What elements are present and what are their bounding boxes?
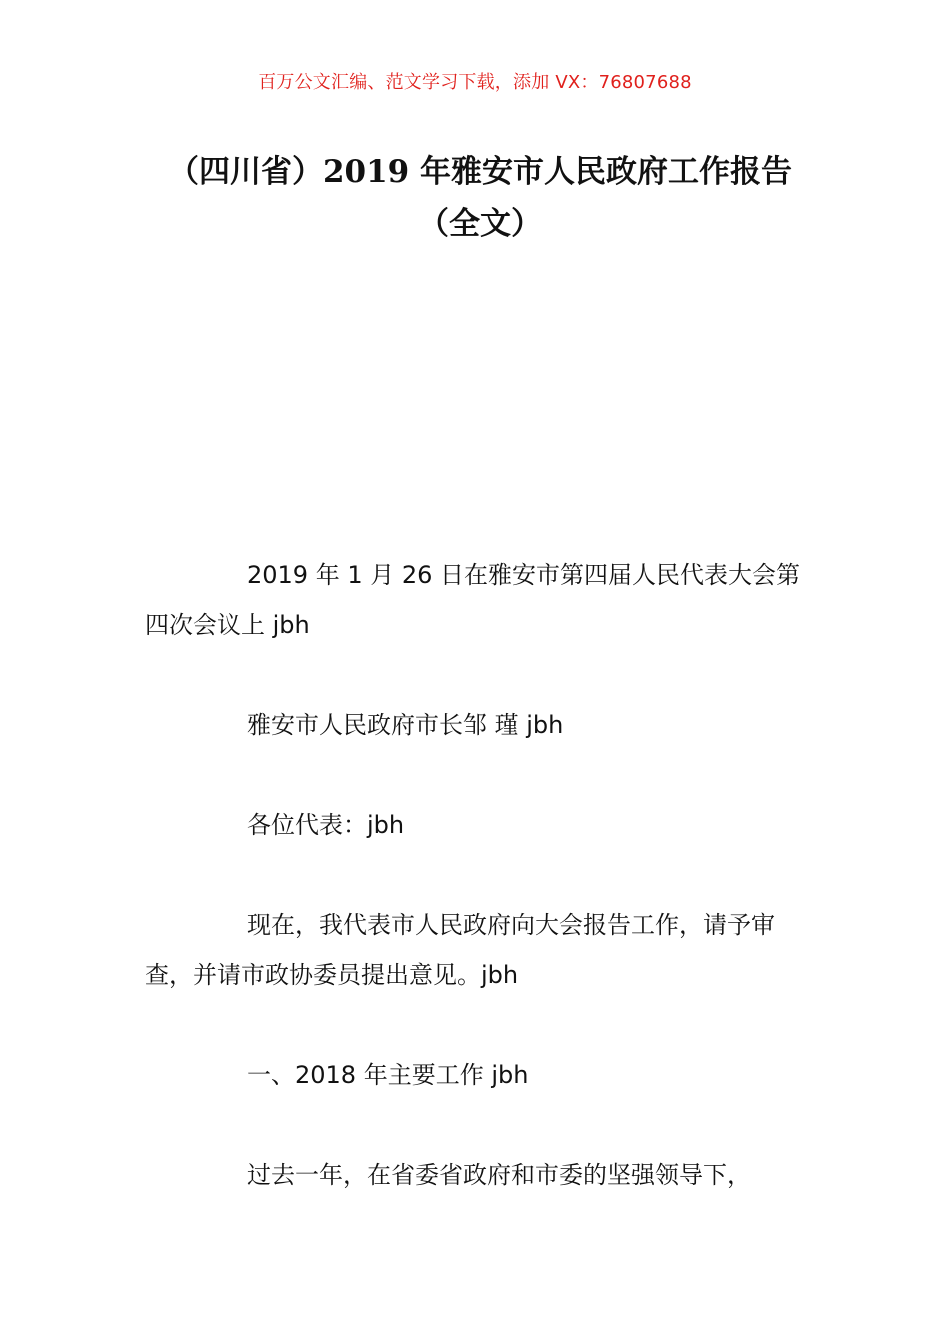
paragraph-salutation: 各位代表：jbh (247, 811, 405, 839)
document-title: （四川省）2019 年雅安市人民政府工作报告（全文） (167, 154, 793, 242)
document-body (145, 550, 810, 1250)
paragraph-review: 过去一年，在省委省政府和市委的坚强领导下， (247, 1161, 751, 1189)
paragraph-intro: 现在，我代表市人民政府向大会报告工作，请予审查，并请市政协委员提出意见。jbh (145, 911, 775, 989)
paragraph-speaker: 雅安市人民政府市长邹 瑾 jbh (247, 711, 564, 739)
section-heading: 一、2018 年主要工作 jbh (247, 1061, 529, 1089)
paragraph-meeting-info: 2019 年 1 月 26 日在雅安市第四届人民代表大会第四次会议上 jbh (145, 561, 801, 639)
header-promo-note: 百万公文汇编、范文学习下载，添加 VX：76807688 (258, 72, 692, 93)
